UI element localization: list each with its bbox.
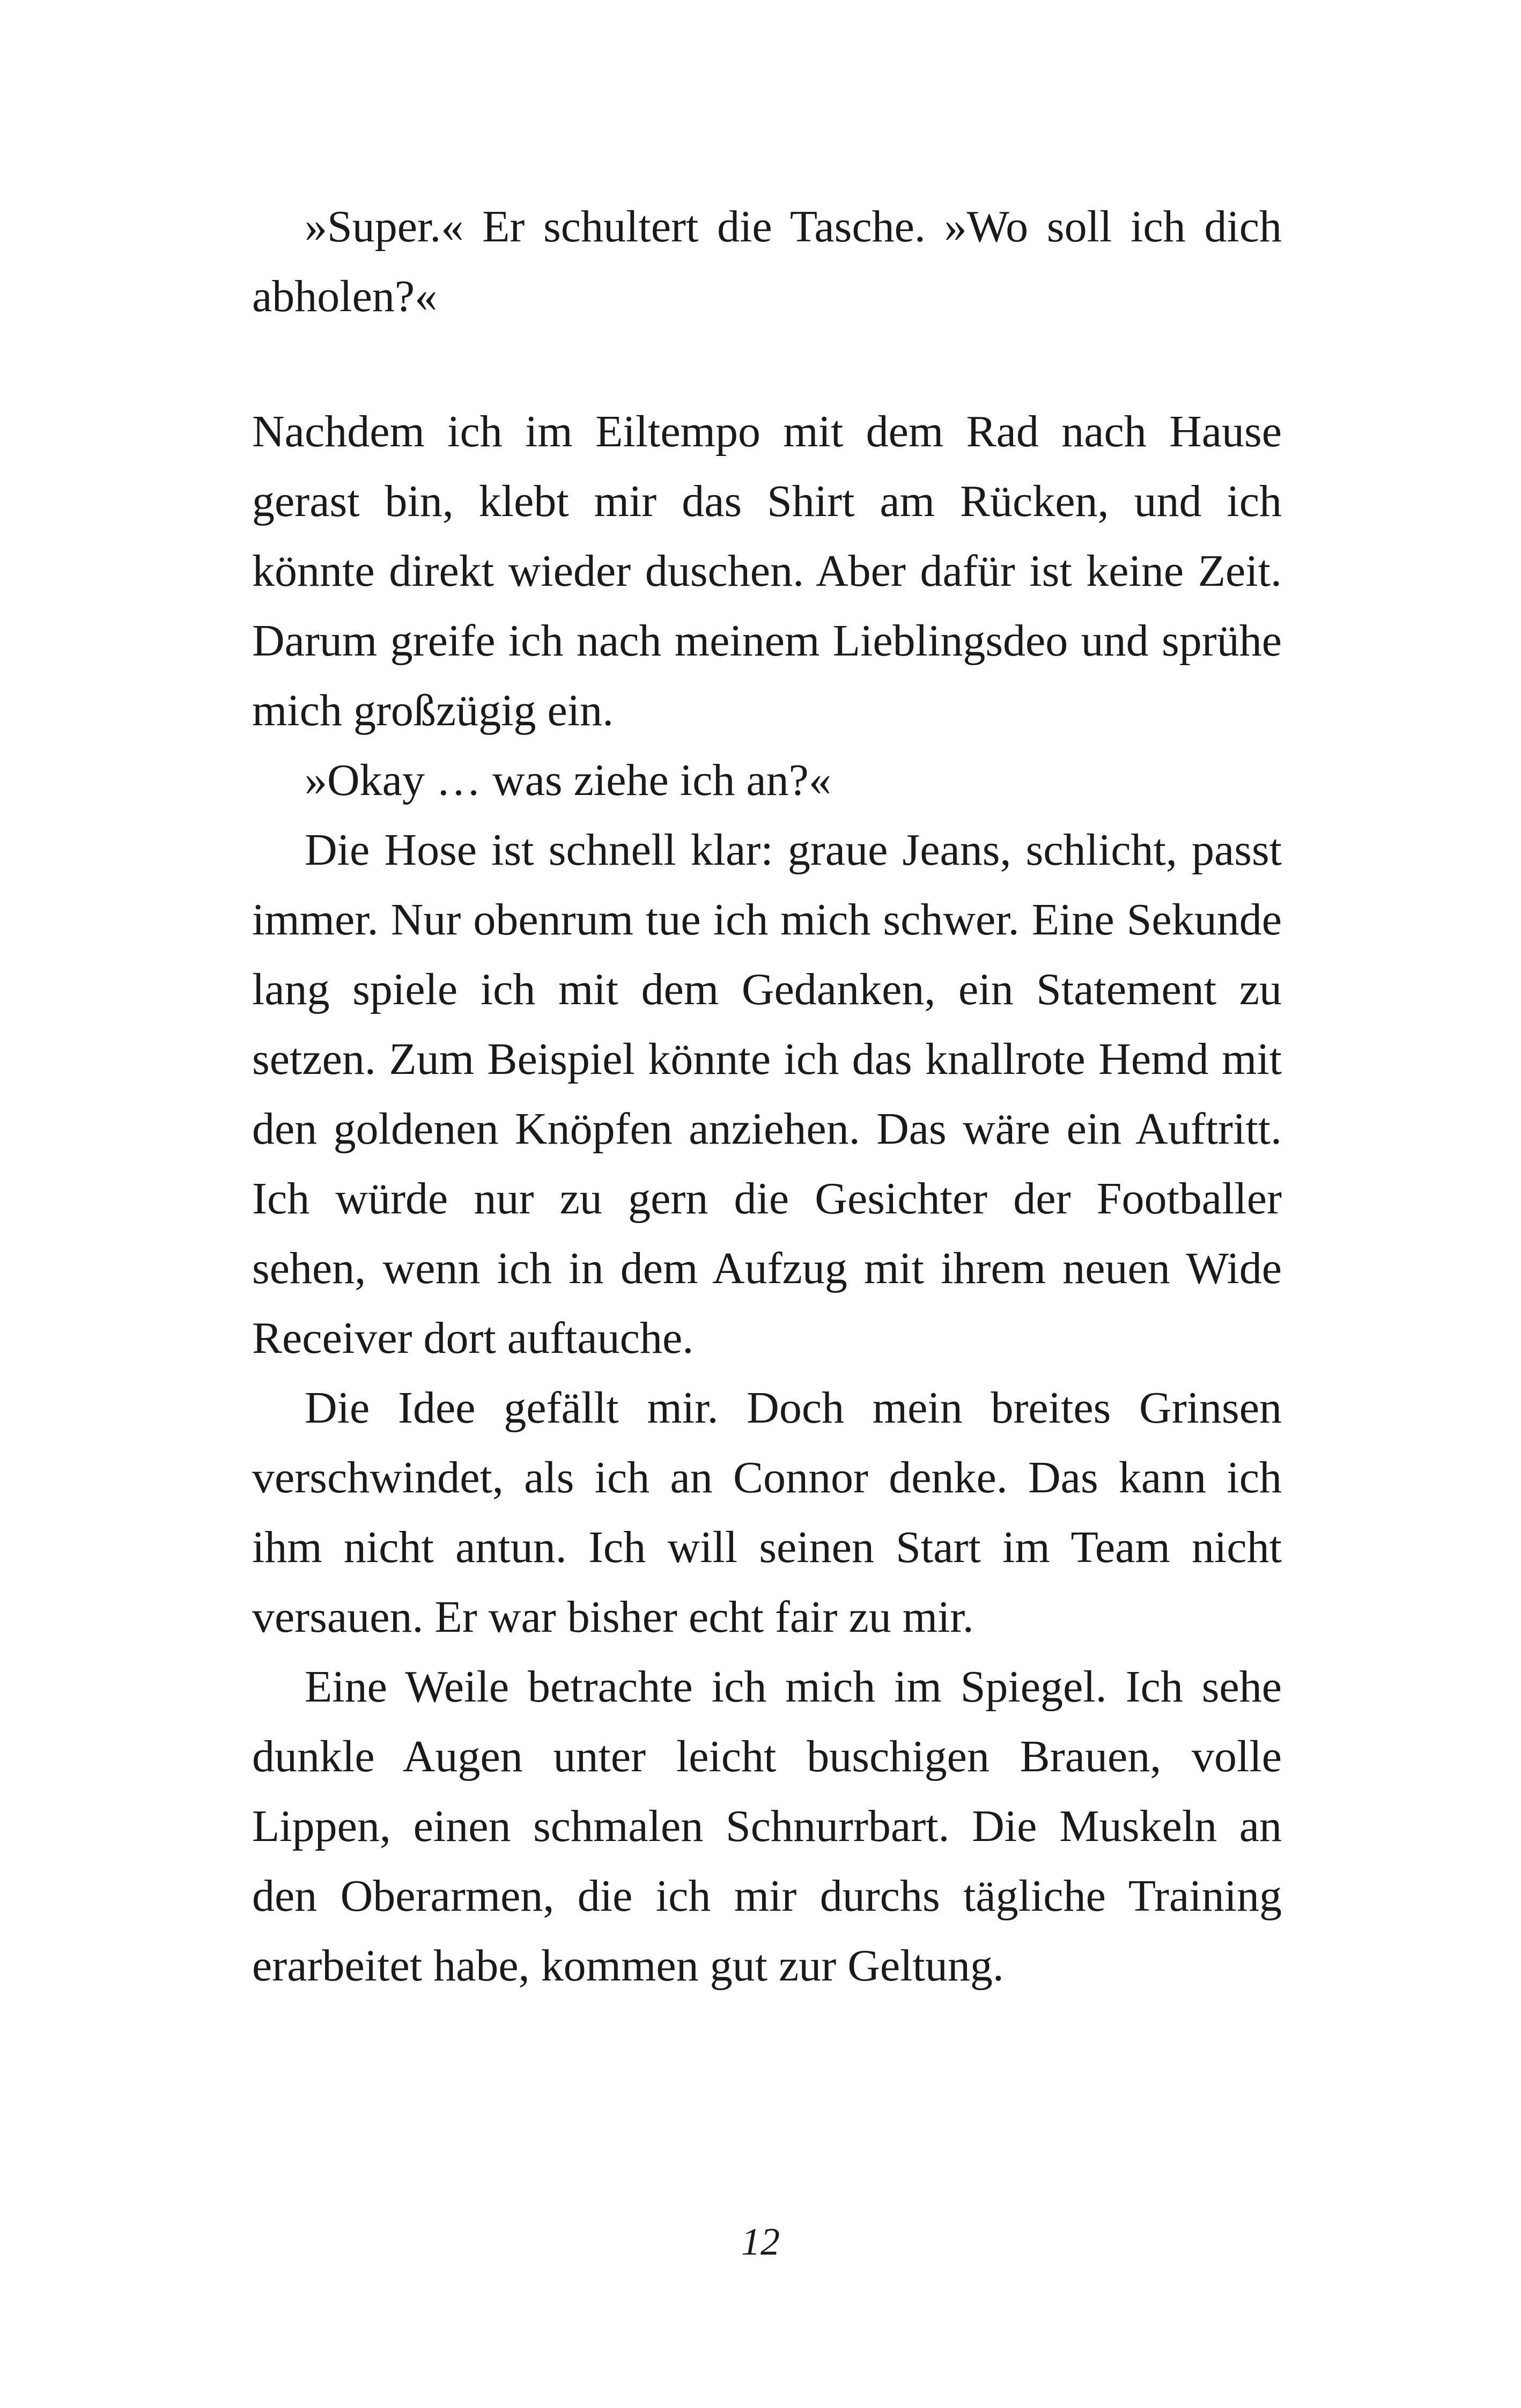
- paragraph: »Super.« Er schultert die Tasche. »Wo soll ich dich abholen?«: [252, 202, 1282, 321]
- page-number: 12: [741, 2220, 780, 2263]
- text-section-dialogue: [252, 192, 1282, 332]
- paragraph: Die Hose ist schnell klar: graue Jeans, schlicht, passt immer. Nur obenrum tue ich mich schwer. Eine Sekunde lang spiele ich mit dem Gedanken, ein Statement zu setzen. Zum Beispiel könnte ich das knallrote Hemd mit den goldenen Knöpfen anziehen. Das wäre ein Auftritt. Ich würde nur zu gern die Gesichter der Footballer sehen, wenn ich in dem Aufzug mit ihrem neuen Wide Receiver dort auftauche.: [252, 825, 1282, 1363]
- text-section-narrative: [252, 397, 1282, 2001]
- paragraph: Eine Weile betrachte ich mich im Spiegel. Ich sehe dunkle Augen unter leicht buschigen Brauen, volle Lippen, einen schmalen Schnurrbart. Die Muskeln an den Oberarmen, die ich mir durchs tägliche Training erarbeitet habe, kommen gut zur Geltung.: [252, 1662, 1282, 1991]
- paragraph: Nachdem ich im Eiltempo mit dem Rad nach Hause gerast bin, klebt mir das Shirt am Rücken, und ich könnte direkt wieder duschen. Aber dafür ist keine Zeit. Darum greife ich nach meinem Lieblingsdeo und sprühe mich großzügig ein.: [252, 407, 1282, 735]
- paragraph: »Okay … was ziehe ich an?«: [305, 755, 831, 805]
- paragraph: Die Idee gefällt mir. Doch mein breites Grinsen verschwindet, als ich an Connor denke. Das kann ich ihm nicht antun. Ich will seinen Start im Team nicht versauen. Er war bisher echt fair zu mir.: [252, 1383, 1282, 1642]
